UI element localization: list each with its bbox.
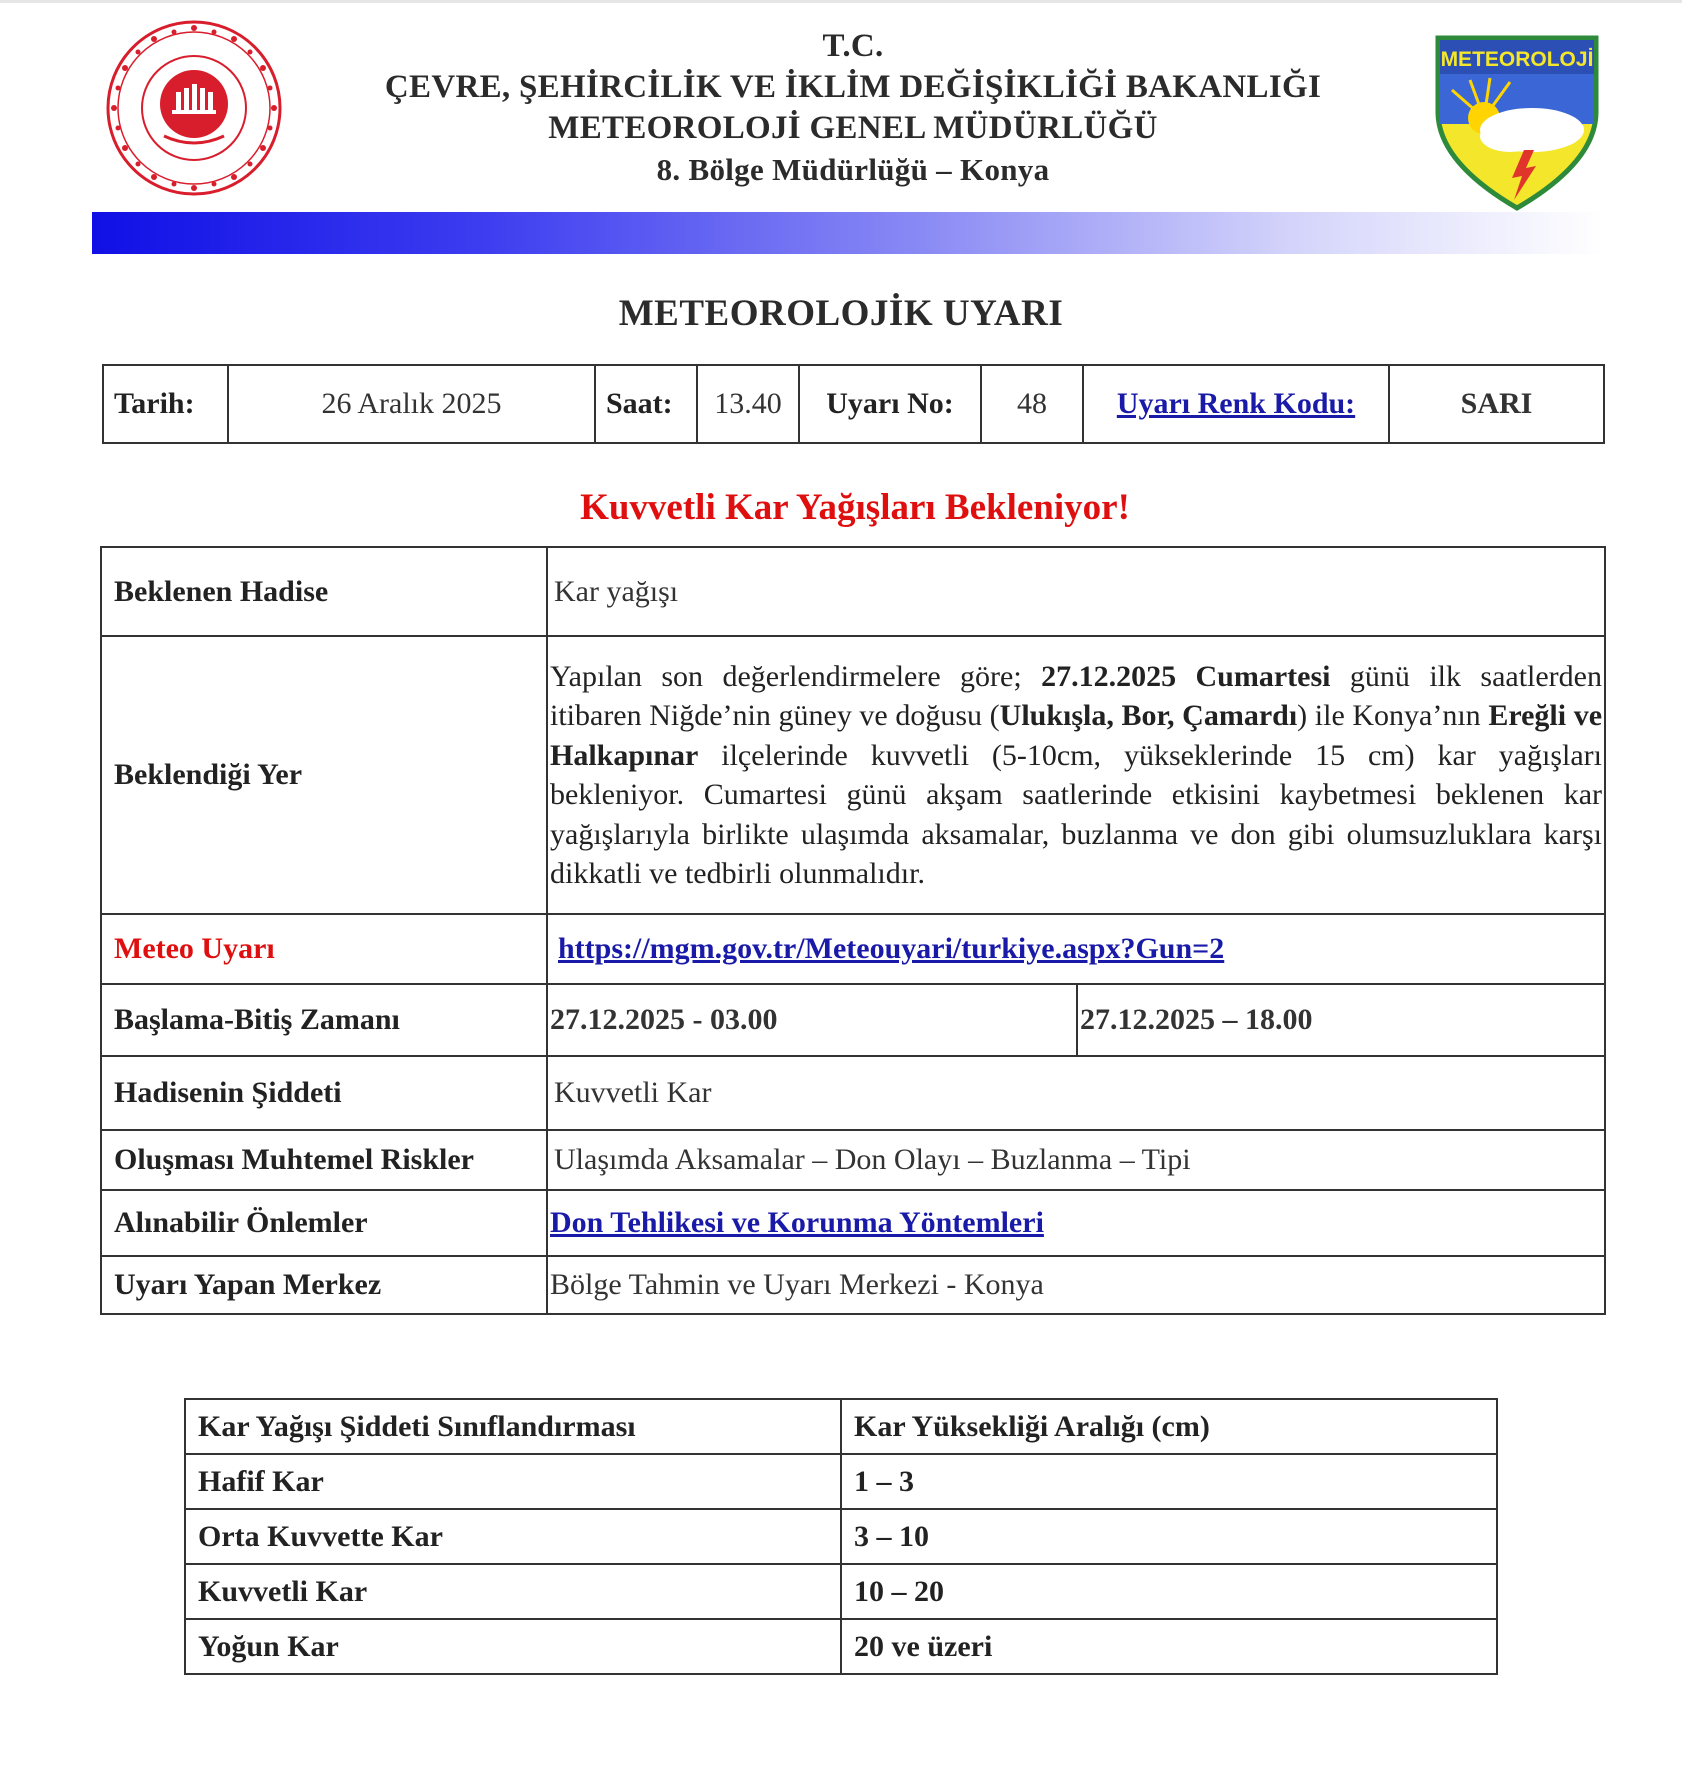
logo-text: METEOROLOJİ [1440, 48, 1594, 71]
warning-info-table [102, 364, 1605, 444]
color-code-value: SARI [1389, 365, 1604, 443]
center-label: Uyarı Yapan Merkez [101, 1256, 547, 1314]
location-districts-konya: Ereğli ve Halkapınar [550, 699, 1603, 772]
table-row [101, 636, 1605, 914]
color-code-link[interactable]: Uyarı Renk Kodu: [1116, 387, 1356, 420]
location-text: günü ilk saatlerden itibaren Niğde’nin güney ve doğusu ( [550, 659, 1602, 732]
header-line-directorate: METEOROLOJİ GENEL MÜDÜRLÜĞÜ [548, 110, 1158, 146]
header-block [320, 26, 1386, 190]
classification-header-cell: Kar Yağışı Şiddeti Sınıflandırması [185, 1399, 841, 1454]
risks-label: Oluşması Muhtemel Riskler [101, 1130, 547, 1190]
snow-depth-range: 10 – 20 [841, 1564, 1497, 1619]
center-value: Bölge Tahmin ve Uyarı Merkezi - Konya [547, 1256, 1605, 1314]
severity-value: Kuvvetli Kar [547, 1056, 1605, 1130]
header-line-tc: T.C. [822, 28, 884, 64]
classification-row [185, 1564, 1497, 1619]
warning-no-label: Uyarı No: [799, 365, 981, 443]
table-row [101, 547, 1605, 636]
meteoroloji-shield-logo [1432, 32, 1602, 212]
meteo-warning-link[interactable]: https://mgm.gov.tr/Meteouyari/turkiye.aspx?Gun=2 [558, 932, 1225, 965]
location-districts-nigde: Ulukışla, Bor, Çamardı [999, 699, 1298, 732]
measures-link[interactable]: Don Tehlikesi ve Korunma Yöntemleri [550, 1206, 1044, 1239]
location-date-bold: 27.12.2025 Cumartesi [1041, 659, 1331, 693]
header-gradient-bar [92, 212, 1604, 254]
meteo-warning-link-cell [547, 914, 1605, 984]
color-code-label-cell [1083, 365, 1389, 443]
snow-classification-table [184, 1398, 1498, 1675]
measures-link-cell [547, 1190, 1605, 1256]
page-title: METEOROLOJİK UYARI [618, 293, 1064, 334]
table-row [101, 914, 1605, 984]
time-value: 13.40 [697, 365, 799, 443]
snow-depth-range: 3 – 10 [841, 1509, 1497, 1564]
warning-details-table [100, 546, 1606, 1315]
location-label: Beklendiği Yer [101, 636, 547, 914]
period-start: 27.12.2025 - 03.00 [547, 984, 1077, 1056]
period-label: Başlama-Bitiş Zamanı [101, 984, 547, 1056]
table-row [101, 1256, 1605, 1314]
table-row [101, 984, 1605, 1056]
date-value: 26 Aralık 2025 [228, 365, 595, 443]
risks-value: Ulaşımda Aksamalar – Don Olayı – Buzlanma – Tipi [547, 1130, 1605, 1190]
table-row [101, 1130, 1605, 1190]
classification-row [185, 1454, 1497, 1509]
classification-row [185, 1509, 1497, 1564]
top-rule [0, 0, 1682, 3]
period-end: 27.12.2025 – 18.00 [1077, 984, 1605, 1056]
header-line-region: 8. Bölge Müdürlüğü – Konya [656, 152, 1050, 187]
header-line-ministry: ÇEVRE, ŞEHİRCİLİK VE İKLİM DEĞİŞİKLİĞİ BAKANLIĞI [384, 69, 1322, 105]
snow-depth-range: 1 – 3 [841, 1454, 1497, 1509]
snow-severity-class: Kuvvetli Kar [185, 1564, 841, 1619]
classification-header-row [185, 1399, 1497, 1454]
event-label: Beklenen Hadise [101, 547, 547, 636]
location-description [547, 636, 1605, 914]
snow-classification-body [185, 1399, 1497, 1674]
time-label: Saat: [595, 365, 697, 443]
location-text: Yapılan son değerlendirmelere göre; [550, 659, 1042, 693]
snow-severity-class: Orta Kuvvette Kar [185, 1509, 841, 1564]
warning-info-row [103, 365, 1604, 443]
measures-label: Alınabilir Önlemler [101, 1190, 547, 1256]
warning-no-value: 48 [981, 365, 1083, 443]
location-text: ilçelerinde kuvvetli (5-10cm, yükseklerinde 15 cm) kar yağışları bekleniyor. Cumartesi günü akşam saatlerinde etkisini kaybetmesi beklenen kar yağışlarıyla birlikte ulaşımda aksamalar, buzlanma ve don gibi olumsuzluklara karşı dikkatli ve tedbirli olunmalıdır. [550, 738, 1602, 890]
classification-row [185, 1619, 1497, 1674]
snow-severity-class: Yoğun Kar [185, 1619, 841, 1674]
ministry-seal-logo [104, 18, 284, 198]
classification-header-cell: Kar Yüksekliği Aralığı (cm) [841, 1399, 1497, 1454]
event-value: Kar yağışı [547, 547, 1605, 636]
alert-headline: Kuvvetli Kar Yağışları Bekleniyor! [580, 487, 1130, 528]
severity-label: Hadisenin Şiddeti [101, 1056, 547, 1130]
table-row [101, 1190, 1605, 1256]
snow-depth-range: 20 ve üzeri [841, 1619, 1497, 1674]
meteo-warning-label: Meteo Uyarı [101, 914, 547, 984]
table-row [101, 1056, 1605, 1130]
location-text: ) ile Konya’nın [1297, 699, 1489, 732]
date-label: Tarih: [103, 365, 228, 443]
snow-severity-class: Hafif Kar [185, 1454, 841, 1509]
